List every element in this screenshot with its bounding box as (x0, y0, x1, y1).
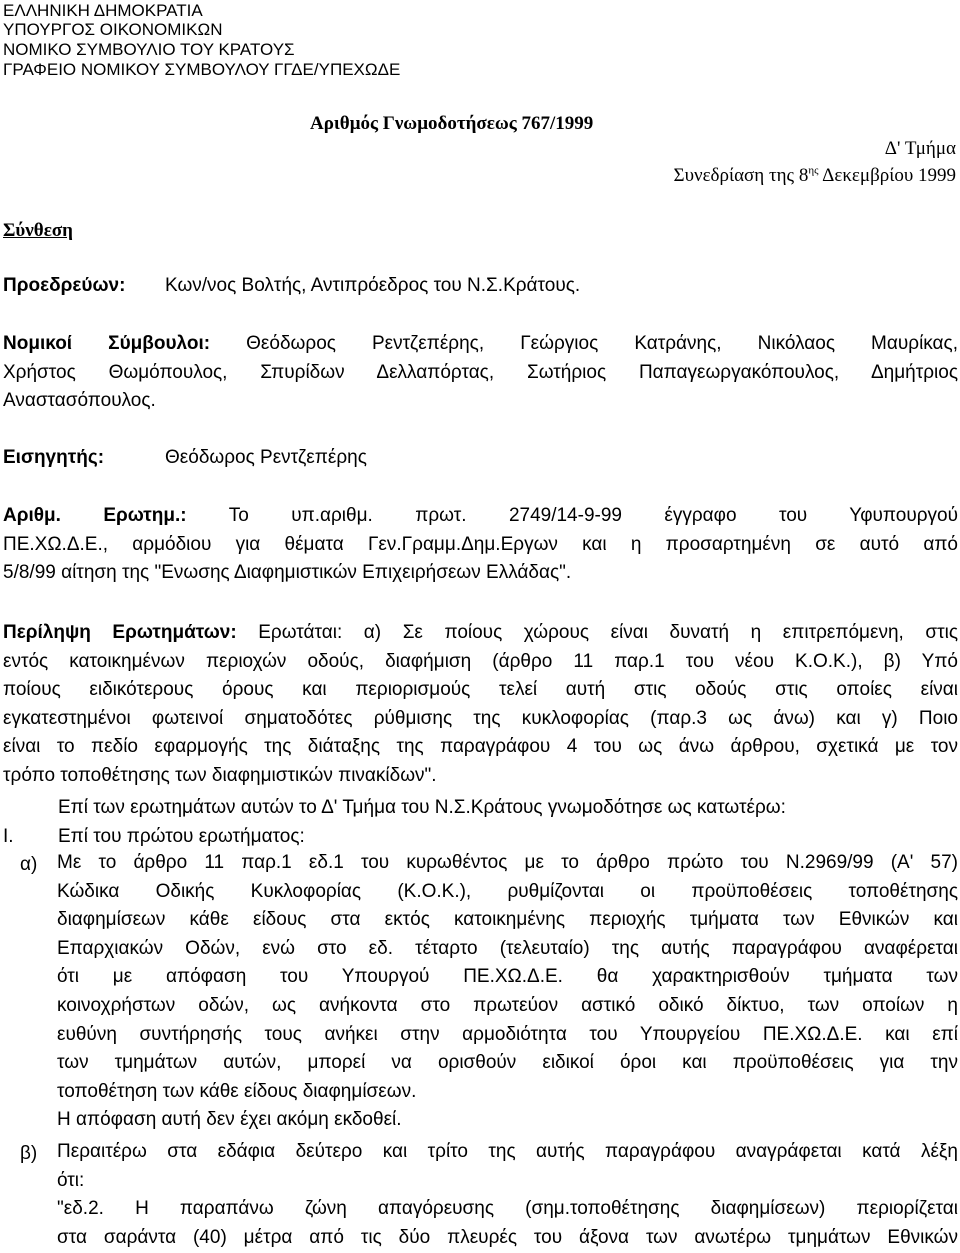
item-b-line: ότι: (57, 1169, 85, 1191)
summary-text-1: Ερωτάται: α) Σε ποίους χώρους είναι δυνατή η επιτρεπόμενη, στις (258, 622, 958, 643)
query-line-1 (3, 502, 958, 531)
summary-line-1 (3, 619, 958, 648)
department: Δ' Τμήμα (884, 138, 956, 159)
query-label: Αριθμ. Ερωτημ.: (3, 505, 187, 526)
item-b-paragraph (57, 1138, 958, 1252)
advisors-paragraph (3, 330, 958, 416)
advisors-line-2: Χρήστος Θωμόπουλος, Σπυρίδων Δελλαπόρτας, Σωτήριος Παπαγεωργακόπουλος, Δημήτριος (3, 361, 958, 383)
session-sup: ης (808, 164, 819, 177)
summary-line-3: ποίους ειδικότερους όρους και περιορισμούς τελεί αυτή στις οδούς στις οποίες είναι (3, 679, 958, 701)
session-prefix: Συνεδρίαση της 8 (673, 165, 809, 186)
document-title: Αριθμός Γνωμοδοτήσεως 767/1999 (310, 113, 594, 134)
item-b-line: Περαιτέρω στα εδάφια δεύτερο και τρίτο της αυτής παραγράφου αναγράφεται κατά λέξη (57, 1141, 958, 1162)
presiding-value: Κων/νος Βολτής, Αντιπρόεδρος του Ν.Σ.Κράτους. (165, 275, 581, 296)
summary-line-4: εγκατεστημένοι φωτεινοί σηματοδότες ρύθμισης της κυκλοφορίας (παρ.3 ως άνω) και γ) Ποιο (3, 707, 958, 729)
item-a-line: τοποθέτηση των κάθε είδους διαφημίσεων. (57, 1080, 417, 1102)
section-I-number: I. (3, 826, 14, 847)
query-line-2: ΠΕ.ΧΩ.Δ.Ε., αρμόδιου για θέματα Γεν.Γραμμ.Δημ.Εργων και η προσαρτημένη σε αυτό από (3, 533, 958, 555)
advisors-line-3: Αναστασόπουλος. (3, 390, 156, 412)
composition-heading: Σύνθεση (3, 220, 73, 241)
session-date (674, 165, 956, 187)
presiding-label: Προεδρεύων: (3, 275, 126, 296)
item-a-line: Με το άρθρο 11 παρ.1 εδ.1 του κυρωθέντος με το άρθρο πρώτο του Ν.2969/99 (Α' 57) (57, 852, 958, 873)
header-line-4: ΓΡΑΦΕΙΟ ΝΟΜΙΚΟΥ ΣΥΜΒΟΥΛΟΥ ΓΓΔΕ/ΥΠΕΧΩΔΕ (3, 60, 401, 79)
summary-label: Περίληψη Ερωτημάτων: (3, 622, 237, 643)
header-line-2: ΥΠΟΥΡΓΟΣ ΟΙΚΟΝΟΜΙΚΩΝ (3, 20, 223, 39)
item-a-marker: α) (20, 854, 38, 875)
item-a-line: Επαρχιακών Οδών, ενώ στο εδ. τέταρτο (τελευταίο) της αυτής παραγράφου αναφέρεται (57, 937, 958, 959)
header-line-1: ΕΛΛΗΝΙΚΗ ΔΗΜΟΚΡΑΤΙΑ (3, 1, 203, 20)
summary-line-2: εντός κατοικημένων περιοχών οδούς, διαφήμιση (άρθρο 11 παρ.1 του νέου Κ.Ο.Κ.), β) Υπό (3, 650, 958, 672)
query-line-3: 5/8/99 αίτηση της "Ενωσης Διαφημιστικών Επιχειρήσεων Ελλάδας". (3, 562, 572, 584)
summary-paragraph (3, 619, 958, 791)
item-a-line: κοινοχρήστων οδών, ως ανήκοντα στο πρωτεύον αστικό οδικό δίκτυο, των οποίων η (57, 994, 958, 1016)
rapporteur-value: Θεόδωρος Ρεντζεπέρης (165, 447, 367, 468)
opinion-intro: Επί των ερωτημάτων αυτών το Δ' Τμήμα του Ν.Σ.Κράτους γνωμοδότησε ως κατωτέρω: (58, 797, 786, 818)
query-paragraph (3, 502, 958, 588)
item-a-paragraph (57, 849, 958, 1135)
session-suffix: Δεκεμβρίου 1999 (822, 165, 956, 186)
item-b-line: στα σαράντα (40) μέτρα από τις δύο πλευρές του άξονα των ανωτέρω τμημάτων Εθνικών (57, 1226, 958, 1248)
summary-line-5: είναι το πεδίο εφαρμογής της διάταξης της παραγράφου 4 του ως άνω άρθρου, σχετικά με τον (3, 736, 958, 758)
query-text-1: Το υπ.αριθμ. πρωτ. 2749/14-9-99 έγγραφο του Υφυπουργού (228, 505, 958, 526)
item-a-line: ευθύνη συντήρησής τους ανήκει στην αρμοδιότητα του Υπουργείου ΠΕ.ΧΩ.Δ.Ε. και επί (57, 1023, 958, 1045)
section-I-text: Επί του πρώτου ερωτήματος: (58, 826, 305, 847)
item-b-line: "εδ.2. Η παραπάνω ζώνη απαγόρευσης (σημ.τοποθέτησης διαφημίσεων) περιορίζεται (57, 1198, 958, 1220)
item-a-note: Η απόφαση αυτή δεν έχει ακόμη εκδοθεί. (57, 1109, 402, 1131)
header-line-3: ΝΟΜΙΚΟ ΣΥΜΒΟΥΛΙΟ ΤΟΥ ΚΡΑΤΟΥΣ (3, 40, 295, 59)
item-a-line: διαφημίσεων κάθε είδους στα εκτός κατοικημένης περιοχής τμήματα των Εθνικών και (57, 909, 958, 931)
item-a-line: Κώδικα Οδικής Κυκλοφορίας (Κ.Ο.Κ.), ρυθμίζονται οι προϋποθέσεις τοποθέτησης (57, 880, 958, 902)
summary-line-6: τρόπο τοποθέτησης των διαφημιστικών πινακίδων". (3, 764, 437, 786)
item-a-line: ότι με απόφαση του Υπουργού ΠΕ.ΧΩ.Δ.Ε. θα χαρακτηρισθούν τμήματα των (57, 966, 958, 988)
advisors-text-1: Θεόδωρος Ρεντζεπέρης, Γεώργιος Κατράνης, Νικόλαος Μαυρίκας, (246, 333, 958, 354)
advisors-line-1 (3, 330, 958, 359)
rapporteur-label: Εισηγητής: (3, 447, 105, 468)
item-a-line: των τμημάτων αυτών, μπορεί να ορισθούν ειδικοί όροι και προϋποθέσεις για την (57, 1052, 958, 1074)
item-b-marker: β) (20, 1143, 38, 1164)
advisors-label: Νομικοί Σύμβουλοι: (3, 333, 211, 354)
